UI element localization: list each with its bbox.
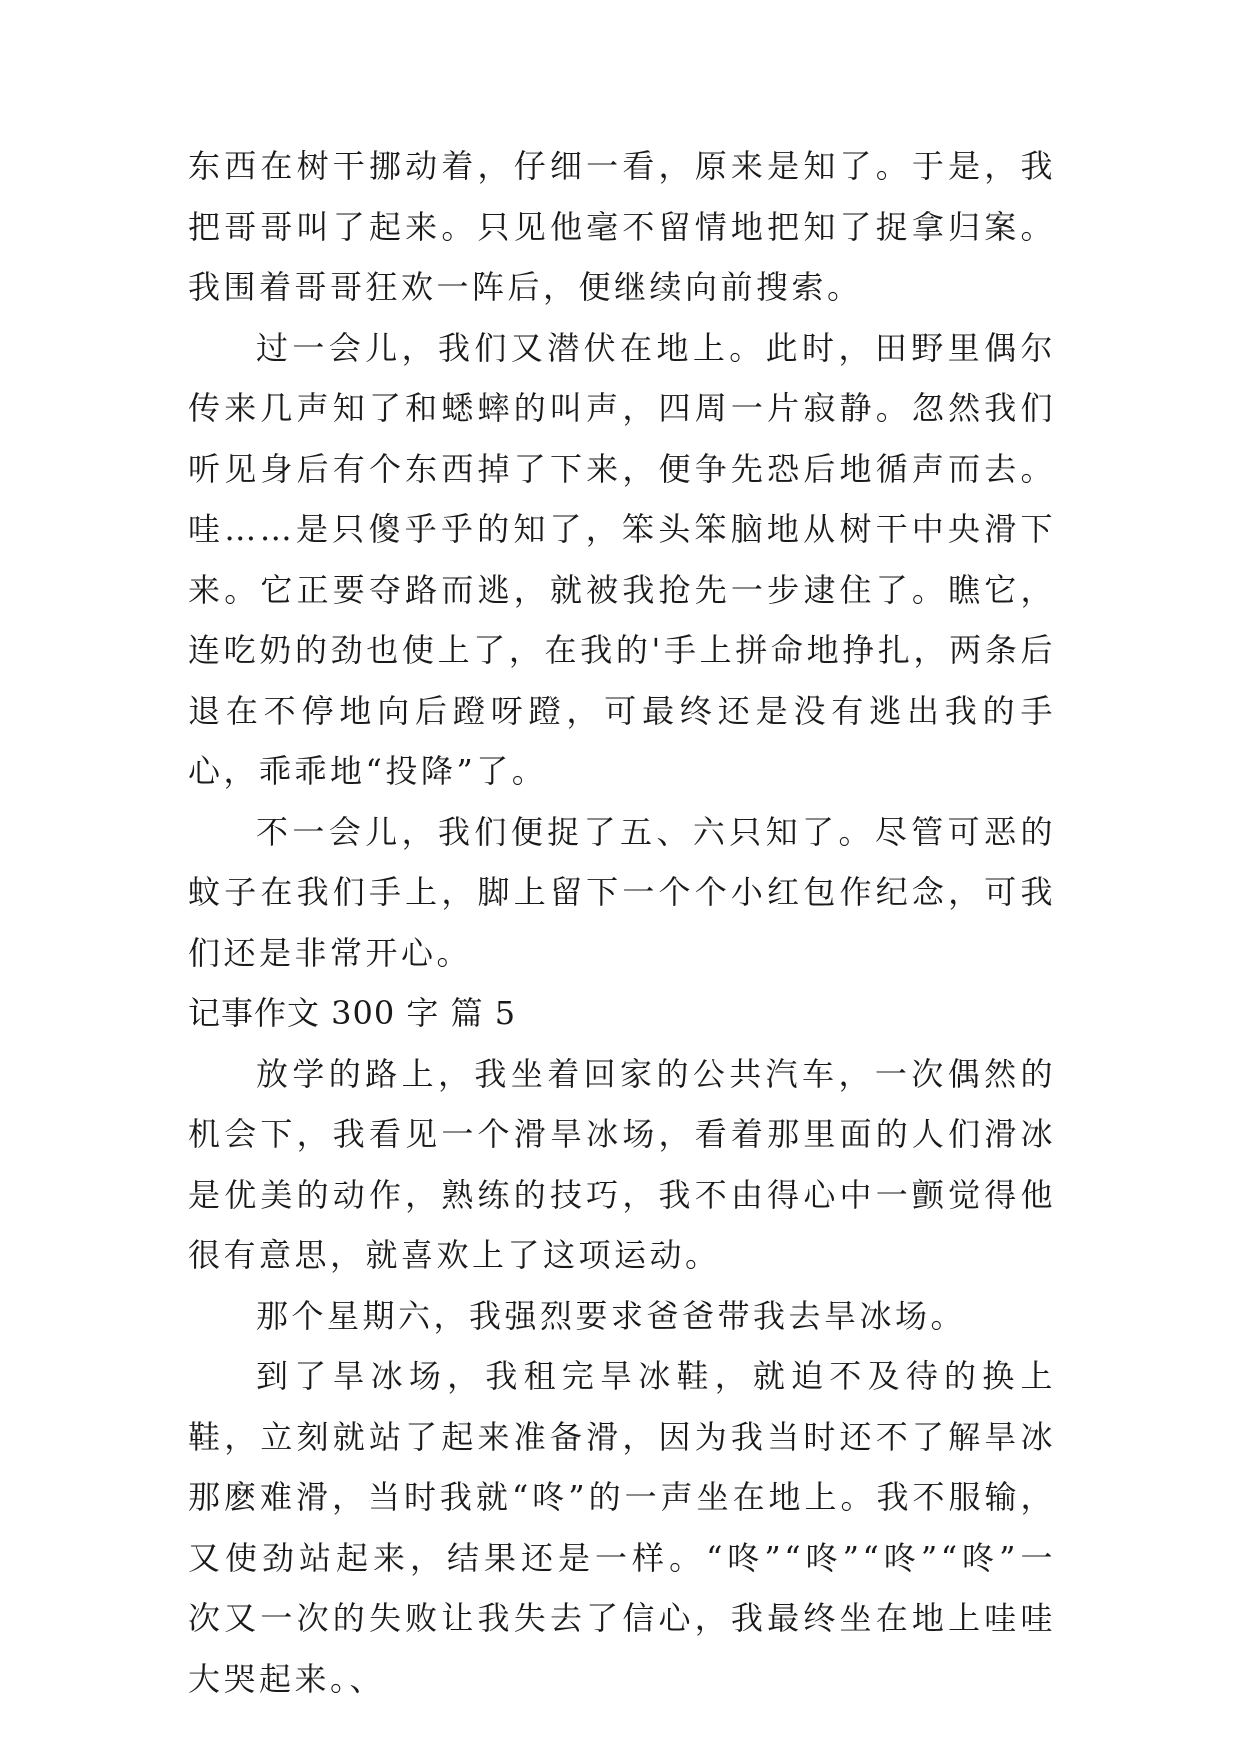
paragraph-4: 放学的路上，我坐着回家的公共汽车，一次偶然的机会下，我看见一个滑旱冰场，看着那里面的人们滑冰是优美的动作，熟练的技巧，我不由得心中一颤觉得他很有意思，就喜欢上了这项运动。: [188, 1054, 1056, 1274]
paragraph-2: 过一会儿，我们又潜伏在地上。此时，田野里偶尔传来几声知了和蟋蟀的叫声，四周一片寂静。忽然我们听见身后有个东西掉了下来，便争先恐后地循声而去。哇……是只傻乎乎的知了，笨头笨脑地从树干中央滑下来。它正要夺路而逃，就被我抢先一步逮住了。瞧它，连吃奶的劲也使上了，在我的'手上拼命地挣扎，两条后退在不停地向后蹬呀蹬，可最终还是没有逃出我的手心，乖乖地“投降”了。: [188, 328, 1056, 790]
paragraph-1: 东西在树干挪动着，仔细一看，原来是知了。于是，我把哥哥叫了起来。只见他毫不留情地把知了捉拿归案。我围着哥哥狂欢一阵后，便继续向前搜索。: [188, 147, 1056, 306]
paragraph-3: 不一会儿，我们便捉了五、六只知了。尽管可恶的蚊子在我们手上，脚上留下一个个小红包作纪念，可我们还是非常开心。: [188, 812, 1056, 972]
paragraph-5: 那个星期六，我强烈要求爸爸带我去旱冰场。: [256, 1296, 967, 1335]
article-body: [188, 136, 1056, 1709]
section-heading: 记事作文 300 字 篇 5: [188, 994, 517, 1032]
paragraph-6: 到了旱冰场，我租完旱冰鞋，就迫不及待的换上鞋，立刻就站了起来准备滑，因为我当时还不了解旱冰那麽难滑，当时我就“咚”的一声坐在地上。我不服输，又使劲站起来，结果还是一样。“咚”“咚”“咚”“咚”一次又一次的失败让我失去了信心，我最终坐在地上哇哇大哭起来。、: [188, 1357, 1056, 1698]
